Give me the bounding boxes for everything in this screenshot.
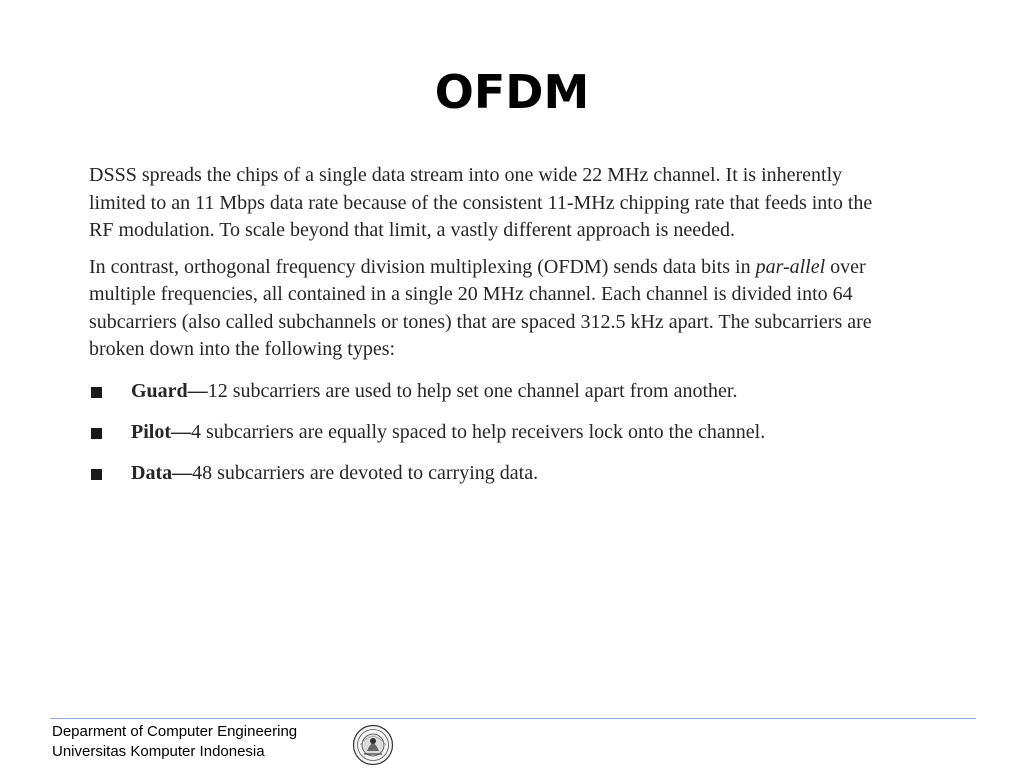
bullet-term: Data— [131,461,193,484]
bullet-text: 4 subcarriers are equally spaced to help receivers lock onto the channel. [191,420,766,443]
university-seal-icon [352,724,394,766]
list-item-pilot [89,419,899,446]
paragraph-dsss: DSSS spreads the chips of a single data stream into one wide 22 MHz channel. It is inherently limited to an 11 Mbps data rate because of the consistent 11-MHz chipping rate that feeds into the RF modulation. To scale beyond that limit, a vastly different approach is needed. [89,164,873,241]
subcarrier-type-list [89,378,899,487]
paragraph-ofdm-part2: over multiple frequencies, all contained in a single 20 MHz channel. Each channel is divided into 64 subcarriers (also called subchannels or tones) that are spaced 312.5 kHz apart. The subcarriers are broken down into the following types: [89,255,872,360]
bullet-term: Guard— [131,379,208,402]
footer-divider [50,718,976,719]
bullet-text: 12 subcarriers are used to help set one channel apart from another. [207,379,738,402]
square-bullet-icon [91,428,102,439]
footer-department: Deparment of Computer Engineering [52,723,298,740]
paragraph-ofdm-italic: par-allel [755,255,826,278]
bullet-text: 48 subcarriers are devoted to carrying data. [192,461,539,484]
paragraph-ofdm [89,254,889,364]
paragraph-ofdm-part1: In contrast, orthogonal frequency division multiplexing (OFDM) sends data bits in [89,255,756,278]
bullet-term: Pilot— [131,420,191,443]
square-bullet-icon [91,387,102,398]
slide-content [89,162,899,487]
footer-university: Universitas Komputer Indonesia [52,743,265,760]
slide-title: OFDM [434,65,590,119]
footer-institution [52,722,297,762]
list-item-data [89,460,899,487]
list-item-guard [89,378,899,405]
square-bullet-icon [91,469,102,480]
